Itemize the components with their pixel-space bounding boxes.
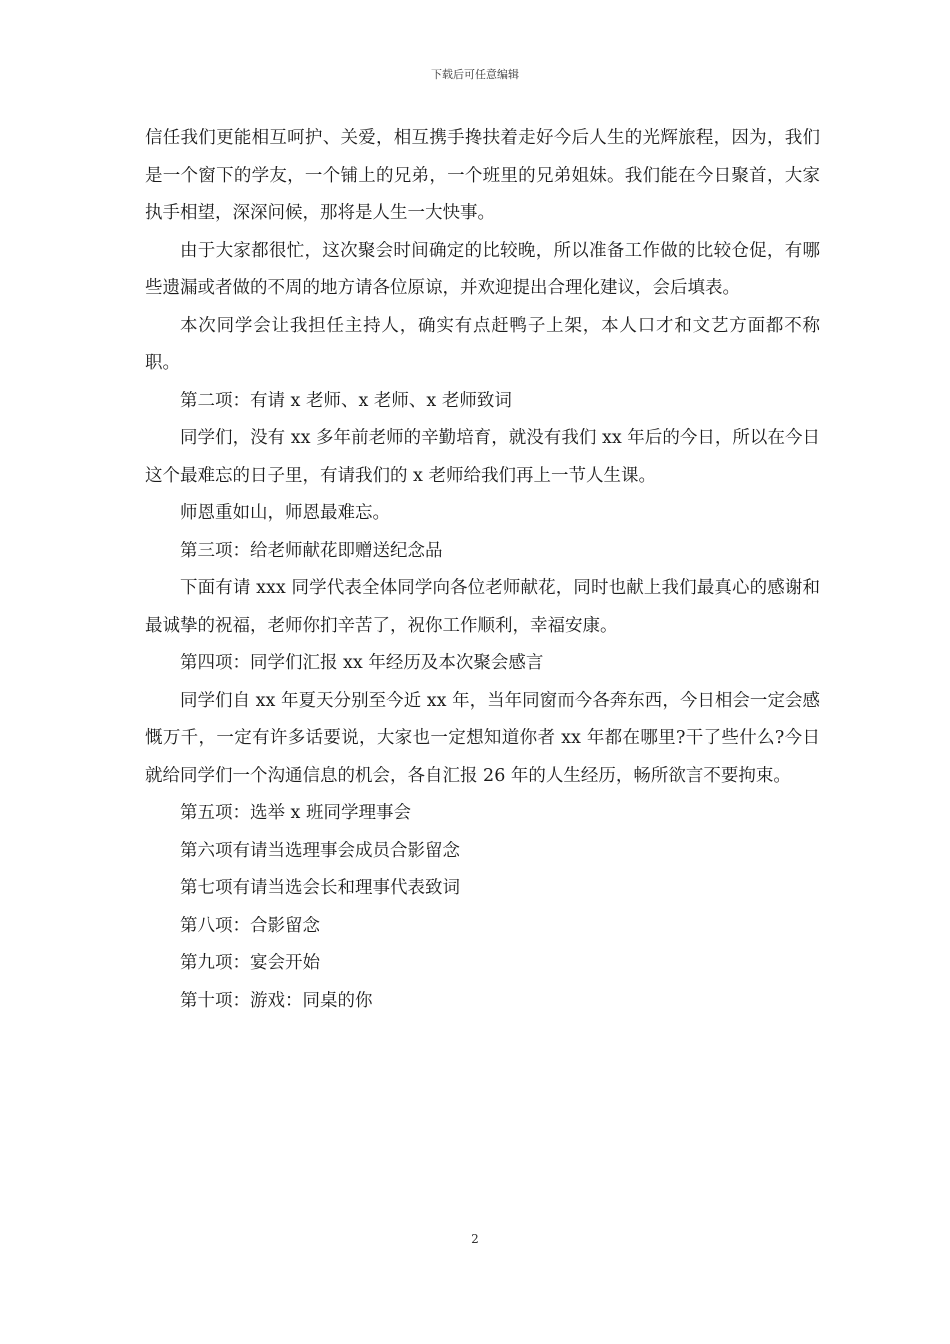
paragraph: 信任我们更能相互呵护、关爱，相互携手搀扶着走好今后人生的光辉旅程，因为，我们是一个窗下的学友，一个铺上的兄弟，一个班里的兄弟姐妹。我们能在今日聚首，大家执手相望，深深问候，那将是人生一大快事。: [145, 128, 820, 223]
agenda-item-6: 第六项有请当选理事会成员合影留念: [180, 840, 460, 861]
agenda-item-8: 第八项：合影留念: [180, 915, 320, 936]
paragraph: 本次同学会让我担任主持人，确实有点赶鸭子上架，本人口才和文艺方面都不称职。: [145, 315, 820, 373]
paragraph: 师恩重如山，师恩最难忘。: [180, 503, 390, 523]
page-number: 2: [471, 1232, 479, 1246]
paragraph: 同学们自 xx 年夏天分别至今近 xx 年，当年同窗而今各奔东西，今日相会一定会感慨万千，一定有许多话要说，大家也一定想知道你者 xx 年都在哪里?干了些什么?今日就给同学们一个沟通信息的机会，各自汇报 26 年的人生经历，畅所欲言不要拘束。: [145, 690, 820, 786]
agenda-item-5: 第五项：选举 x 班同学理事会: [180, 803, 411, 823]
document-body: [145, 120, 820, 1020]
paragraph: 同学们，没有 xx 多年前老师的辛勤培育，就没有我们 xx 年后的今日，所以在今日这个最难忘的日子里，有请我们的 x 老师给我们再上一节人生课。: [145, 428, 820, 486]
agenda-item-10: 第十项：游戏：同桌的你: [180, 990, 373, 1011]
page-header: 下载后可任意编辑: [431, 68, 519, 81]
agenda-item-7: 第七项有请当选会长和理事代表致词: [180, 878, 460, 898]
agenda-item-9: 第九项：宴会开始: [180, 953, 320, 973]
agenda-item-4: 第四项：同学们汇报 xx 年经历及本次聚会感言: [180, 653, 544, 673]
agenda-item-2: 第二项：有请 x 老师、x 老师、x 老师致词: [180, 390, 512, 411]
paragraph: 由于大家都很忙，这次聚会时间确定的比较晚，所以准备工作做的比较仓促，有哪些遗漏或者做的不周的地方请各位原谅，并欢迎提出合理化建议，会后填表。: [145, 240, 820, 298]
paragraph: 下面有请 xxx 同学代表全体同学向各位老师献花，同时也献上我们最真心的感谢和最诚挚的祝福，老师你扪辛苦了，祝你工作顺利，幸福安康。: [145, 578, 820, 636]
agenda-item-3: 第三项：给老师献花即赠送纪念品: [180, 540, 443, 561]
